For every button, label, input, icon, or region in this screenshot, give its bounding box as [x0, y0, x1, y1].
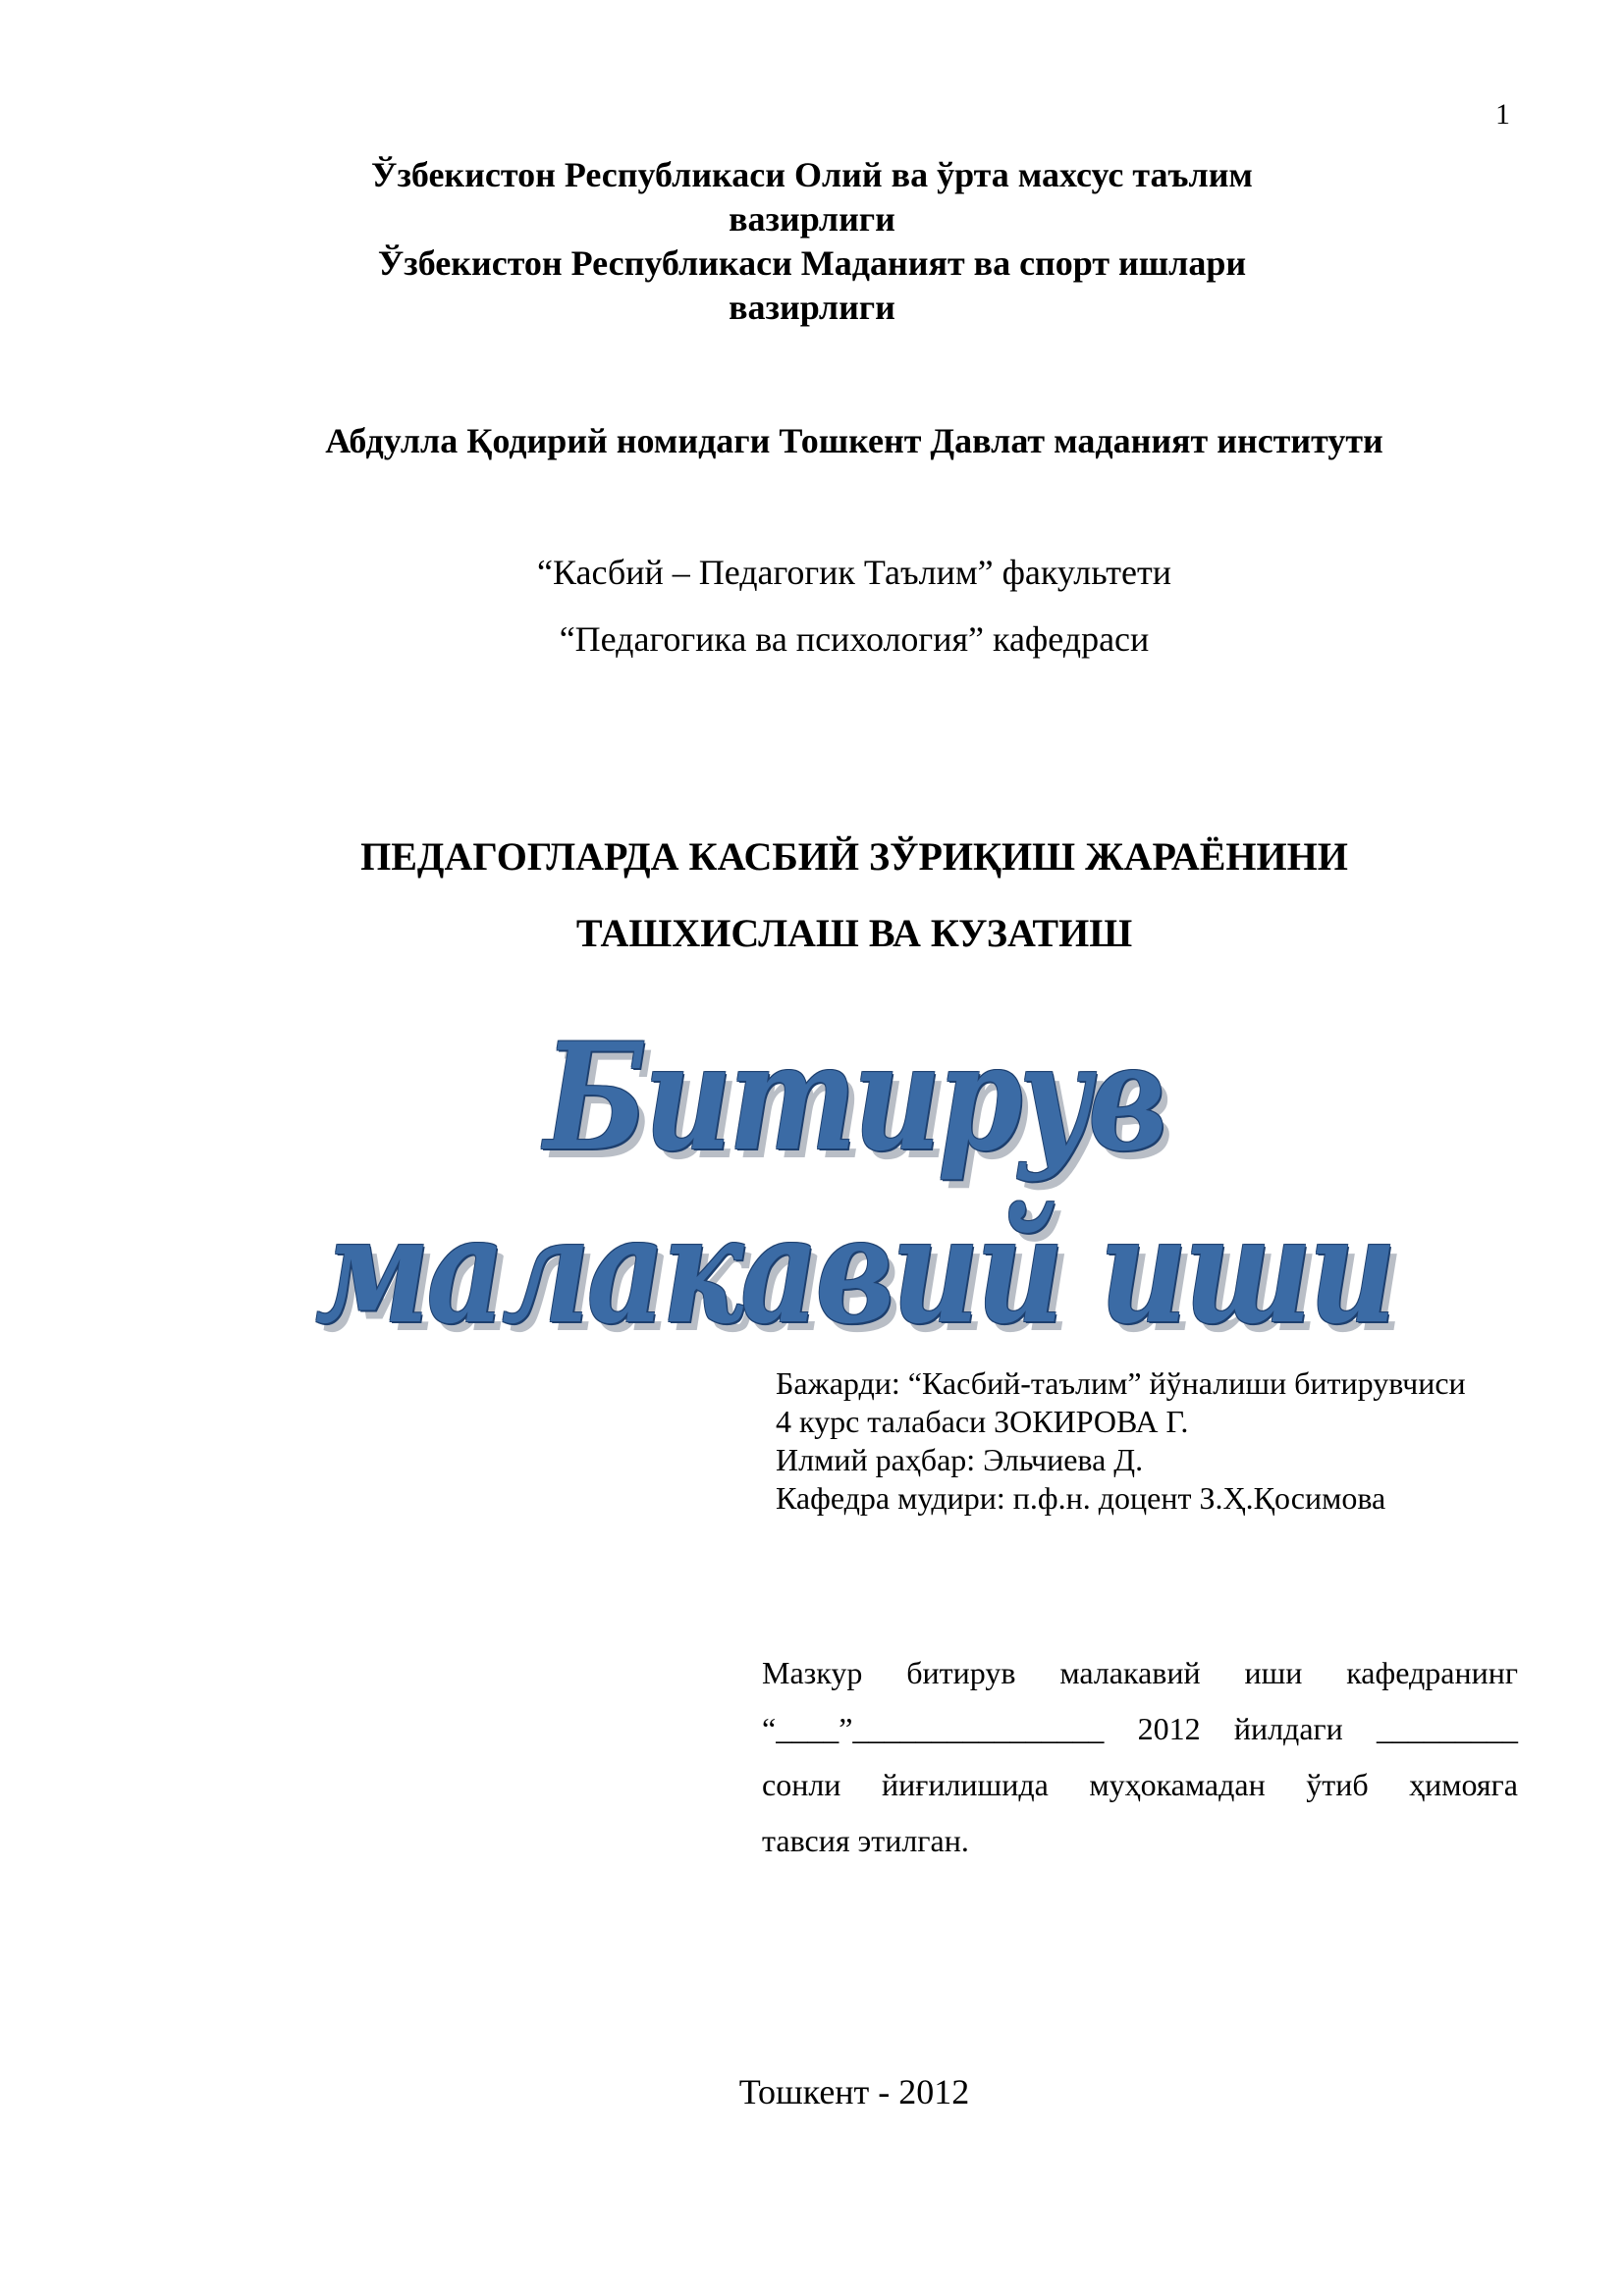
approval-word: йиғилишида	[881, 1767, 1049, 1802]
approval-word: иши	[1244, 1655, 1303, 1690]
thesis-title	[0, 819, 1624, 972]
approval-word: муҳокамадан	[1089, 1767, 1266, 1802]
work-type-wordart: Битирув малакавий иши	[314, 1011, 1394, 1357]
approval-year: 2012	[1137, 1711, 1201, 1746]
approval-word: сонли	[762, 1767, 841, 1802]
ministry-line: вазирлиги	[729, 199, 895, 239]
approval-word: кафедранинг	[1346, 1655, 1518, 1690]
author-info-line: Илмий раҳбар: Эльчиева Д.	[776, 1442, 1144, 1477]
city-year: Тошкент - 2012	[738, 2072, 970, 2111]
ministry-line: Ўзбекистон Республикаси Маданият ва спорт ишлари	[377, 243, 1247, 283]
approval-line	[762, 1701, 1518, 1757]
approval-word: ҳимояга	[1409, 1767, 1518, 1802]
approval-line	[762, 1757, 1518, 1813]
approval-number-blank: _________	[1376, 1711, 1518, 1746]
approval-note	[762, 1645, 1518, 1869]
author-info-line: Бажарди: “Касбий-таълим” йўналиши битирувчиси	[776, 1365, 1466, 1401]
thesis-title-line: ПЕДАГОГЛАРДА КАСБИЙ ЗЎРИҚИШ ЖАРАЁНИНИ	[360, 834, 1348, 879]
thesis-title-line: ТАШХИСЛАШ ВА КУЗАТИШ	[575, 911, 1133, 955]
ministry-line: Ўзбекистон Республикаси Олий ва ўрта махсус таълим	[371, 155, 1253, 194]
author-info-line: Кафедра мудири: п.ф.н. доцент З.Ҳ.Қосимова	[776, 1480, 1386, 1516]
approval-word: йилдаги	[1233, 1711, 1343, 1746]
department-name: “Педагогика ва психология” кафедраси	[559, 619, 1150, 659]
approval-word: битирув	[906, 1655, 1016, 1690]
faculty-name: “Касбий – Педагогик Таълим” факультети	[536, 553, 1172, 592]
approval-line	[762, 1645, 1518, 1701]
approval-line: тавсия этилган.	[762, 1823, 969, 1858]
approval-word: ўтиб	[1306, 1767, 1369, 1802]
author-info	[776, 1364, 1466, 1518]
page-number: 1	[1495, 98, 1510, 131]
approval-word: Мазкур	[762, 1655, 863, 1690]
ministries-header	[0, 153, 1624, 330]
approval-word: малакавий	[1059, 1655, 1201, 1690]
ministry-line: вазирлиги	[729, 288, 895, 327]
approval-date-blank: “____”________________	[762, 1711, 1105, 1746]
institute-name: Абдулла Қодирий номидаги Тошкент Давлат маданият институти	[325, 421, 1383, 460]
author-info-line: 4 курс талабаси ЗОКИРОВА Г.	[776, 1404, 1189, 1439]
